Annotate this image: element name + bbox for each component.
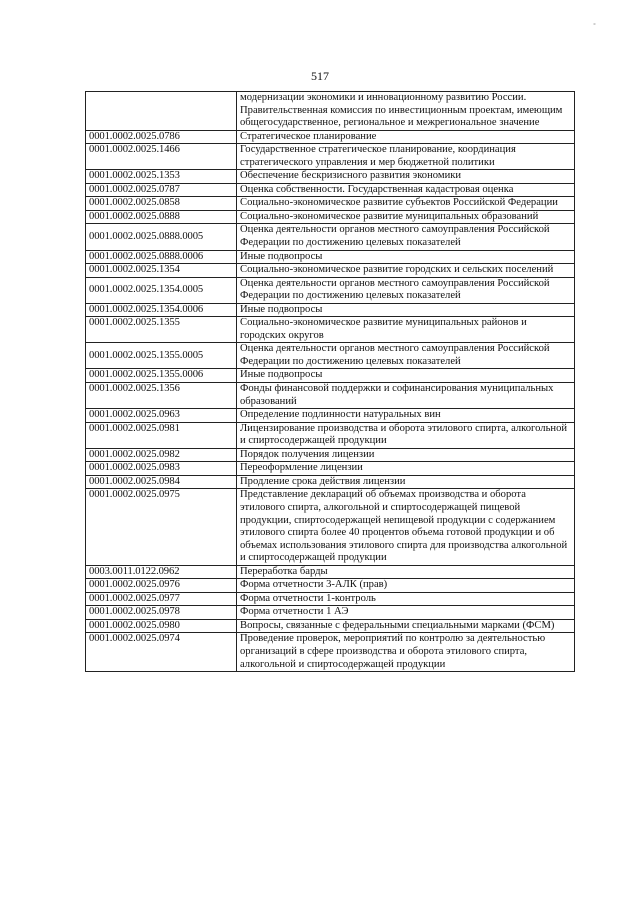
row-code: 0001.0002.0025.0888.0005	[86, 224, 237, 250]
row-name: Продление срока действия лицензии	[237, 475, 575, 489]
table-row	[86, 448, 575, 462]
row-code: 0003.0011.0122.0962	[86, 565, 237, 579]
page-number: 517	[311, 69, 329, 83]
table-row	[86, 210, 575, 224]
row-name: Представление деклараций об объемах производства и оборота этилового спирта, алкогольной и спиртосодержащей пищевой продукции, спиртосодержащей непищевой продукции с содержанием этилового спирта более 40 процентов объема готовой продукции и об объемах использования этилового спирта для производства алкогольной и спиртосодержащей продукции	[237, 489, 575, 565]
row-name: Иные подвопросы	[237, 250, 575, 264]
row-name: Форма отчетности 3-АЛК (прав)	[237, 579, 575, 593]
table-row	[86, 475, 575, 489]
table-row	[86, 277, 575, 303]
table-row	[86, 489, 575, 565]
table-row	[86, 144, 575, 170]
table-row	[86, 592, 575, 606]
table-row	[86, 130, 575, 144]
row-code: 0001.0002.0025.1355.0005	[86, 343, 237, 369]
row-name: Вопросы, связанные с федеральными специальными марками (ФСМ)	[237, 619, 575, 633]
row-name: Государственное стратегическое планирование, координация стратегического управления и мер бюджетной политики	[237, 144, 575, 170]
table-row	[86, 422, 575, 448]
row-name: Стратегическое планирование	[237, 130, 575, 144]
table-row	[86, 579, 575, 593]
row-name: Переработка барды	[237, 565, 575, 579]
row-name: Форма отчетности 1-контроль	[237, 592, 575, 606]
row-code: 0001.0002.0025.0977	[86, 592, 237, 606]
row-name: Порядок получения лицензии	[237, 448, 575, 462]
row-name: Иные подвопросы	[237, 369, 575, 383]
row-code: 0001.0002.0025.1356	[86, 383, 237, 409]
row-code: 0001.0002.0025.1354.0005	[86, 277, 237, 303]
row-name: модернизации экономики и инновационному развитию России. Правительственная комиссия по инвестиционным проектам, имеющим общегосударственное, региональное и межрегиональное значение	[237, 92, 575, 131]
row-code: 0001.0002.0025.0888	[86, 210, 237, 224]
table-row	[86, 619, 575, 633]
row-code: 0001.0002.0025.1353	[86, 170, 237, 184]
table-row	[86, 250, 575, 264]
table-row	[86, 224, 575, 250]
table-row	[86, 462, 575, 476]
row-code: 0001.0002.0025.0976	[86, 579, 237, 593]
row-code: 0001.0002.0025.0982	[86, 448, 237, 462]
table-row	[86, 197, 575, 211]
row-name: Определение подлинности натуральных вин	[237, 409, 575, 423]
row-name: Лицензирование производства и оборота этилового спирта, алкогольной и спиртосодержащей продукции	[237, 422, 575, 448]
table-row	[86, 317, 575, 343]
row-name: Переоформление лицензии	[237, 462, 575, 476]
table-row	[86, 303, 575, 317]
table-row	[86, 264, 575, 278]
row-code: 0001.0002.0025.0888.0006	[86, 250, 237, 264]
row-name: Социально-экономическое развитие муниципальных образований	[237, 210, 575, 224]
row-name: Оценка деятельности органов местного самоуправления Российской Федерации по достижению целевых показателей	[237, 343, 575, 369]
row-code: 0001.0002.0025.0983	[86, 462, 237, 476]
table-row	[86, 633, 575, 672]
row-name: Оценка собственности. Государственная кадастровая оценка	[237, 183, 575, 197]
row-name: Фонды финансовой поддержки и софинансирования муниципальных образований	[237, 383, 575, 409]
table-row	[86, 369, 575, 383]
row-code: 0001.0002.0025.1355.0006	[86, 369, 237, 383]
table-row	[86, 409, 575, 423]
row-name: Оценка деятельности органов местного самоуправления Российской Федерации по достижению целевых показателей	[237, 224, 575, 250]
table-row	[86, 183, 575, 197]
registry-table	[85, 91, 575, 672]
table-row	[86, 565, 575, 579]
row-name: Проведение проверок, мероприятий по контролю за деятельностью организаций в сфере производства и оборота этилового спирта, алкогольной и спиртосодержащей продукции	[237, 633, 575, 672]
row-code: 0001.0002.0025.0963	[86, 409, 237, 423]
row-code: 0001.0002.0025.0978	[86, 606, 237, 620]
row-code: 0001.0002.0025.0786	[86, 130, 237, 144]
row-name: Социально-экономическое развитие городских и сельских поселений	[237, 264, 575, 278]
table-row	[86, 606, 575, 620]
row-name: Иные подвопросы	[237, 303, 575, 317]
row-code	[86, 92, 237, 131]
row-name: Обеспечение бескризисного развития экономики	[237, 170, 575, 184]
table-row	[86, 170, 575, 184]
table-row	[86, 383, 575, 409]
row-code: 0001.0002.0025.0858	[86, 197, 237, 211]
row-code: 0001.0002.0025.0984	[86, 475, 237, 489]
row-code: 0001.0002.0025.0787	[86, 183, 237, 197]
corner-mark: ˚	[593, 22, 596, 32]
registry-table-body	[86, 92, 575, 672]
row-code: 0001.0002.0025.1355	[86, 317, 237, 343]
row-name: Социально-экономическое развитие субъектов Российской Федерации	[237, 197, 575, 211]
row-name: Оценка деятельности органов местного самоуправления Российской Федерации по достижению целевых показателей	[237, 277, 575, 303]
row-name: Форма отчетности 1 АЭ	[237, 606, 575, 620]
row-code: 0001.0002.0025.0980	[86, 619, 237, 633]
row-code: 0001.0002.0025.0975	[86, 489, 237, 565]
row-code: 0001.0002.0025.1466	[86, 144, 237, 170]
row-code: 0001.0002.0025.1354.0006	[86, 303, 237, 317]
row-name: Социально-экономическое развитие муниципальных районов и городских округов	[237, 317, 575, 343]
row-code: 0001.0002.0025.0981	[86, 422, 237, 448]
row-code: 0001.0002.0025.0974	[86, 633, 237, 672]
table-row	[86, 343, 575, 369]
row-code: 0001.0002.0025.1354	[86, 264, 237, 278]
table-row	[86, 92, 575, 131]
